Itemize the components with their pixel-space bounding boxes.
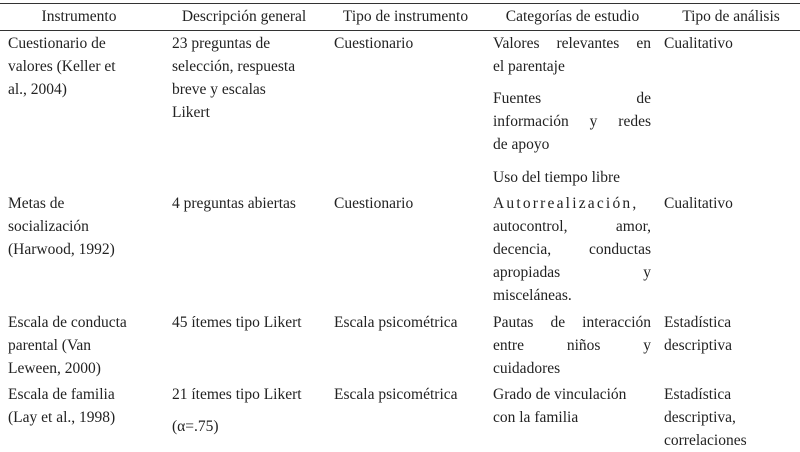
header-descripcion: Descripción general [181, 8, 307, 25]
header-tipo-instrumento: Tipo de instrumento [342, 8, 469, 25]
cell-line: decencia, conductas [493, 241, 651, 258]
cell-analisis [664, 383, 798, 452]
cell-line: Cuestionario de [8, 35, 106, 52]
cell-line: socialización [8, 218, 89, 235]
cell-analisis [664, 311, 798, 357]
cell-line: misceláneas. [493, 287, 572, 304]
cell-tipo: Escala psicométrica [334, 314, 458, 331]
cell-line: Escala de conducta [8, 314, 127, 331]
cell-instrumento [8, 383, 163, 429]
cell-tipo: Cuestionario [334, 195, 414, 212]
cell-line: de apoyo [493, 136, 550, 153]
cell-line: Escala de familia [8, 386, 115, 403]
cell-line: el parentaje [493, 58, 565, 75]
cell-instrumento [8, 32, 163, 101]
cell-line: Autorrealización, [493, 195, 639, 212]
cell-line: (Harwood, 1992) [8, 241, 115, 258]
cell-line: autocontrol, amor, [493, 218, 651, 235]
cell-line: entre niños y [493, 337, 651, 354]
cell-line: correlaciones [664, 432, 747, 449]
cell-line: (α=.75) [172, 418, 219, 435]
cell-line: descriptiva [664, 337, 733, 354]
cell-line: selección, respuesta [172, 58, 296, 75]
cell-categorias [493, 192, 651, 307]
cell-line: (Lay et al., 1998) [8, 409, 116, 426]
cell-line: Pautas de interacción [493, 314, 651, 331]
cell-categorias [493, 311, 651, 380]
header-categorias: Categorías de estudio [505, 8, 640, 25]
cell-line: 4 preguntas abiertas [172, 195, 296, 212]
header-rule [0, 30, 800, 31]
cell-line: con la familia [493, 409, 579, 426]
cell-line: Uso del tiempo libre [493, 169, 620, 186]
cell-line: 45 ítemes tipo Likert [172, 314, 302, 331]
cell-analisis: Cualitativo [664, 35, 733, 52]
cell-line: apropiadas y [493, 264, 651, 281]
cell-tipo: Escala psicométrica [334, 386, 458, 403]
cell-descripcion [172, 383, 324, 438]
cell-line: Grado de vinculación [493, 386, 627, 403]
cell-descripcion [172, 311, 324, 334]
cell-line: 23 preguntas de [172, 35, 271, 52]
cell-categorias [493, 166, 651, 189]
cell-line: 21 ítemes tipo Likert [172, 386, 302, 403]
cell-line: Leween, 2000) [8, 360, 101, 377]
cell-line: Likert [172, 104, 210, 121]
cell-categorias [493, 32, 651, 78]
cell-line: Metas de [8, 195, 65, 212]
header-analisis: Tipo de análisis [682, 8, 780, 25]
header-instrumento: Instrumento [41, 8, 117, 25]
cell-categorias [493, 383, 651, 429]
cell-line: breve y escalas [172, 81, 266, 98]
cell-line: información y redes [493, 113, 651, 130]
cell-analisis: Cualitativo [664, 195, 733, 212]
cell-instrumento [8, 192, 163, 261]
cell-line: Estadística [664, 314, 732, 331]
cell-line: Valores relevantes en [493, 35, 651, 52]
cell-line: valores (Keller et [8, 58, 116, 75]
cell-descripcion [172, 32, 324, 124]
cell-line: al., 2004) [8, 81, 67, 98]
cell-line: descriptiva, [664, 409, 736, 426]
cell-categorias [493, 87, 651, 156]
cell-line: cuidadores [493, 360, 561, 377]
cell-line: Estadística [664, 386, 732, 403]
cell-line: parental (Van [8, 337, 92, 354]
cell-instrumento [8, 311, 163, 380]
cell-descripcion [172, 192, 324, 215]
table-top-rule [0, 3, 800, 4]
cell-line: Fuentes de [493, 90, 651, 107]
cell-tipo: Cuestionario [334, 35, 414, 52]
